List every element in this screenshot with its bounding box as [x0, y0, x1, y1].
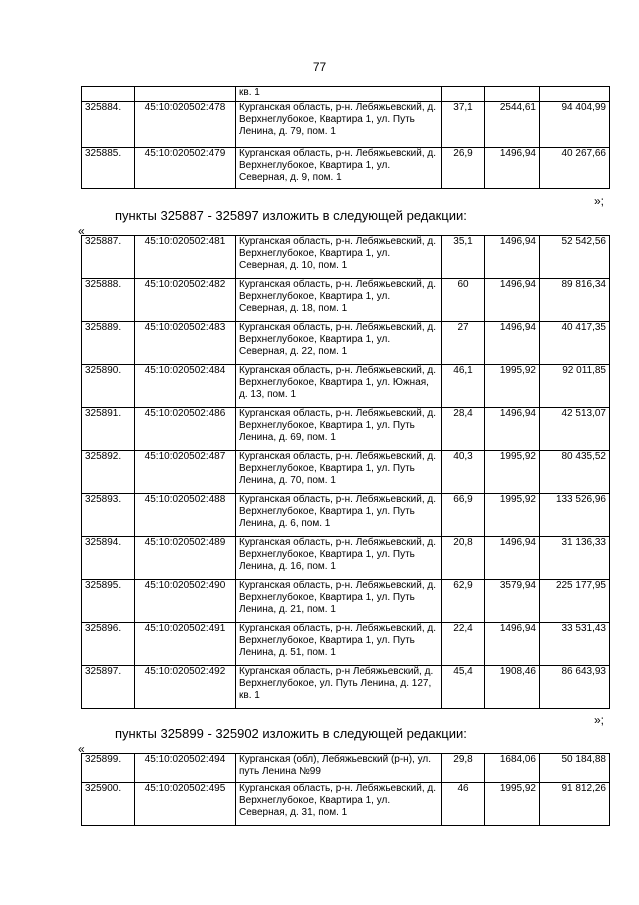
value-cell: 42 513,07	[540, 408, 610, 451]
item-number-cell: 325893.	[82, 494, 135, 537]
item-number-cell: 325896.	[82, 623, 135, 666]
area-cell: 29,8	[442, 754, 485, 783]
value-cell: 40 267,66	[540, 148, 610, 189]
value-cell: 92 011,85	[540, 365, 610, 408]
address-cell: Курганская область, р-н. Лебяжьевский, д. Верхнеглубокое, Квартира 1, ул. Путь Ленина, д. 16, пом. 1	[236, 537, 442, 580]
area-cell: 45,4	[442, 666, 485, 709]
table-row	[82, 494, 610, 537]
address-cell: Курганская область, р-н. Лебяжьевский, д. Верхнеглубокое, Квартира 1, ул. Северная, д. 10, пом. 1	[236, 236, 442, 279]
item-number-cell: 325890.	[82, 365, 135, 408]
item-number-cell: 325885.	[82, 148, 135, 189]
item-number-cell: 325900.	[82, 783, 135, 826]
table-row	[82, 666, 610, 709]
table-row	[82, 580, 610, 623]
area-cell: 28,4	[442, 408, 485, 451]
value-cell: 225 177,95	[540, 580, 610, 623]
rate-cell: 1496,94	[485, 623, 540, 666]
value-cell: 94 404,99	[540, 102, 610, 148]
area-cell: 26,9	[442, 148, 485, 189]
cadastral-number-cell: 45:10:020502:492	[135, 666, 236, 709]
cadastral-number-cell: 45:10:020502:479	[135, 148, 236, 189]
item-number-cell: 325894.	[82, 537, 135, 580]
address-cell: Курганская область, р-н Лебяжьевский, д. Верхнеглубокое, ул. Путь Ленина, д. 127, кв. 1	[236, 666, 442, 709]
value-cell: 50 184,88	[540, 754, 610, 783]
rate-cell: 1995,92	[485, 451, 540, 494]
address-cell: Курганская область, р-н. Лебяжьевский, д. Верхнеглубокое, Квартира 1, ул. Северная, д. 22, пом. 1	[236, 322, 442, 365]
item-number-cell: 325888.	[82, 279, 135, 322]
item-number-cell: 325884.	[82, 102, 135, 148]
table-row	[82, 783, 610, 826]
table-row	[82, 279, 610, 322]
table-row	[82, 148, 610, 189]
value-cell: 133 526,96	[540, 494, 610, 537]
cadastral-number-cell: 45:10:020502:486	[135, 408, 236, 451]
area-cell: 46,1	[442, 365, 485, 408]
cadastral-number-cell: 45:10:020502:488	[135, 494, 236, 537]
area-cell: 60	[442, 279, 485, 322]
item-number-cell: 325889.	[82, 322, 135, 365]
address-cell: Курганская область, р-н. Лебяжьевский, д. Верхнеглубокое, Квартира 1, ул. Северная, д. 18, пом. 1	[236, 279, 442, 322]
address-cell: Курганская область, р-н. Лебяжьевский, д. Верхнеглубокое, Квартира 1, ул. Путь Ленина, д. 79, пом. 1	[236, 102, 442, 148]
amendment-heading: пункты 325887 - 325897 изложить в следующей редакции:	[115, 208, 467, 223]
table-row	[82, 322, 610, 365]
table-row	[82, 451, 610, 494]
cadastral-number-cell: 45:10:020502:482	[135, 279, 236, 322]
closing-quote: »;	[594, 713, 605, 727]
registry-table-top	[81, 86, 610, 189]
area-cell: 40,3	[442, 451, 485, 494]
table-row	[82, 236, 610, 279]
value-cell: 40 417,35	[540, 322, 610, 365]
item-number-cell: 325887.	[82, 236, 135, 279]
cadastral-number-cell: 45:10:020502:491	[135, 623, 236, 666]
area-cell: 62,9	[442, 580, 485, 623]
rate-cell: 1684,06	[485, 754, 540, 783]
rate-cell: 1496,94	[485, 537, 540, 580]
cadastral-number-cell: 45:10:020502:489	[135, 537, 236, 580]
cadastral-number-cell: 45:10:020502:484	[135, 365, 236, 408]
registry-table-bottom	[81, 753, 610, 826]
rate-cell: 1908,46	[485, 666, 540, 709]
address-cell: кв. 1	[236, 87, 442, 102]
address-cell: Курганская область, р-н. Лебяжьевский, д. Верхнеглубокое, Квартира 1, ул. Южная, д. 13, пом. 1	[236, 365, 442, 408]
address-cell: Курганская область, р-н. Лебяжьевский, д. Верхнеглубокое, Квартира 1, ул. Путь Ленина, д. 21, пом. 1	[236, 580, 442, 623]
cadastral-number-cell: 45:10:020502:483	[135, 322, 236, 365]
page-number: 77	[312, 60, 327, 74]
value-cell: 91 812,26	[540, 783, 610, 826]
amendment-heading: пункты 325899 - 325902 изложить в следующей редакции:	[115, 726, 467, 741]
rate-cell: 3579,94	[485, 580, 540, 623]
cadastral-number-cell: 45:10:020502:478	[135, 102, 236, 148]
rate-cell: 1995,92	[485, 494, 540, 537]
value-cell: 52 542,56	[540, 236, 610, 279]
closing-quote: »;	[594, 194, 605, 208]
address-cell: Курганская область, р-н. Лебяжьевский, д. Верхнеглубокое, Квартира 1, ул. Путь Ленина, д. 70, пом. 1	[236, 451, 442, 494]
item-number-cell: 325891.	[82, 408, 135, 451]
address-cell: Курганская область, р-н. Лебяжьевский, д. Верхнеглубокое, Квартира 1, ул. Путь Ленина, д. 69, пом. 1	[236, 408, 442, 451]
address-cell: Курганская область, р-н. Лебяжьевский, д. Верхнеглубокое, Квартира 1, ул. Путь Ленина, д. 51, пом. 1	[236, 623, 442, 666]
area-cell: 46	[442, 783, 485, 826]
value-cell: 80 435,52	[540, 451, 610, 494]
value-cell: 33 531,43	[540, 623, 610, 666]
rate-cell: 1995,92	[485, 365, 540, 408]
table-row	[82, 408, 610, 451]
area-cell: 66,9	[442, 494, 485, 537]
area-cell: 22,4	[442, 623, 485, 666]
item-number-cell: 325895.	[82, 580, 135, 623]
cadastral-number-cell: 45:10:020502:495	[135, 783, 236, 826]
table-row	[82, 623, 610, 666]
cadastral-number-cell: 45:10:020502:490	[135, 580, 236, 623]
table-row	[82, 365, 610, 408]
table-row-continuation	[82, 87, 610, 102]
registry-table-middle	[81, 235, 610, 709]
value-cell: 86 643,93	[540, 666, 610, 709]
rate-cell: 1496,94	[485, 408, 540, 451]
item-number-cell: 325899.	[82, 754, 135, 783]
opening-quote: «	[78, 224, 85, 238]
rate-cell: 1496,94	[485, 322, 540, 365]
address-cell: Курганская (обл), Лебяжьевский (р-н), ул. путь Ленина №99	[236, 754, 442, 783]
table-row	[82, 537, 610, 580]
value-cell: 89 816,34	[540, 279, 610, 322]
value-cell: 31 136,33	[540, 537, 610, 580]
cadastral-number-cell: 45:10:020502:481	[135, 236, 236, 279]
rate-cell: 1496,94	[485, 279, 540, 322]
area-cell: 35,1	[442, 236, 485, 279]
address-cell: Курганская область, р-н. Лебяжьевский, д. Верхнеглубокое, Квартира 1, ул. Северная, д. 31, пом. 1	[236, 783, 442, 826]
rate-cell: 2544,61	[485, 102, 540, 148]
cadastral-number-cell: 45:10:020502:494	[135, 754, 236, 783]
opening-quote: «	[78, 742, 85, 756]
item-number-cell: 325892.	[82, 451, 135, 494]
rate-cell: 1496,94	[485, 148, 540, 189]
address-cell: Курганская область, р-н. Лебяжьевский, д. Верхнеглубокое, Квартира 1, ул. Путь Ленина, д. 6, пом. 1	[236, 494, 442, 537]
table-row	[82, 102, 610, 148]
table-row	[82, 754, 610, 783]
area-cell: 27	[442, 322, 485, 365]
rate-cell: 1496,94	[485, 236, 540, 279]
address-cell: Курганская область, р-н. Лебяжьевский, д. Верхнеглубокое, Квартира 1, ул. Северная, д. 9, пом. 1	[236, 148, 442, 189]
rate-cell: 1995,92	[485, 783, 540, 826]
item-number-cell: 325897.	[82, 666, 135, 709]
area-cell: 20,8	[442, 537, 485, 580]
area-cell: 37,1	[442, 102, 485, 148]
cadastral-number-cell: 45:10:020502:487	[135, 451, 236, 494]
